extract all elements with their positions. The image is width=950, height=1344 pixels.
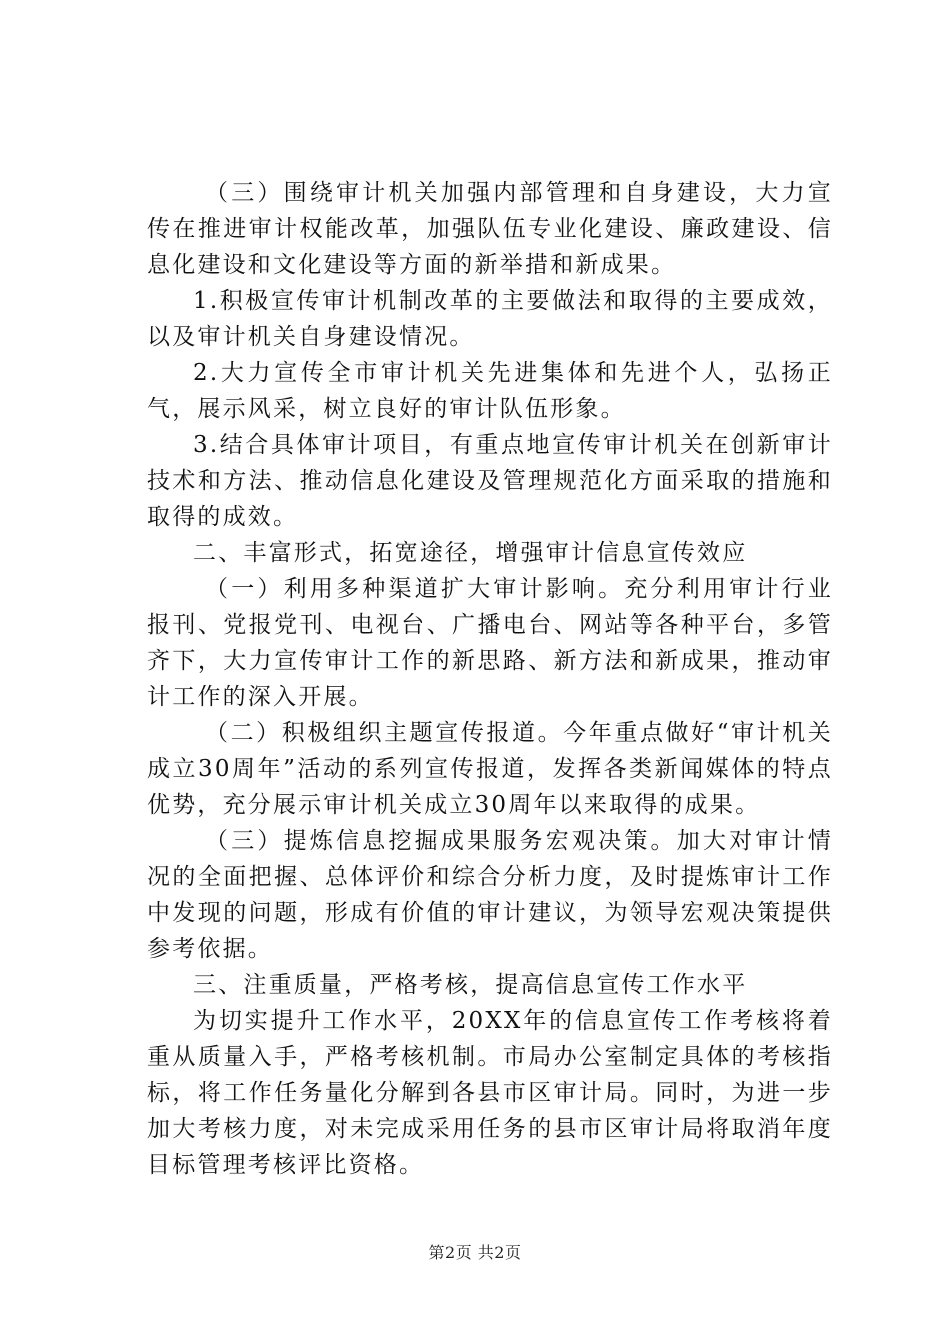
document-body xyxy=(147,175,833,1183)
paragraph-two-part-3: （三）提炼信息挖掘成果服务宏观决策。加大对审计情况的全面把握、总体评价和综合分析力度，及时提炼审计工作中发现的问题，形成有价值的审计建议，为领导宏观决策提供参考依据。 xyxy=(147,828,833,962)
paragraph-section-3-intro: （三）围绕审计机关加强内部管理和自身建设，大力宣传在推进审计权能改革，加强队伍专业化建设、廉政建设、信息化建设和文化建设等方面的新举措和新成果。 xyxy=(147,180,833,278)
paragraph-two-part-1: （一）利用多种渠道扩大审计影响。充分利用审计行业报刊、党报党刊、电视台、广播电台、网站等各种平台，多管齐下，大力宣传审计工作的新思路、新方法和新成果，推动审计工作的深入开展。 xyxy=(147,576,833,710)
page-number-footer: 第2页 共2页 xyxy=(428,1243,522,1262)
paragraph-two-part-2: （二）积极组织主题宣传报道。今年重点做好“审计机关成立30周年”活动的系列宣传报道，发挥各类新闻媒体的特点优势，充分展示审计机关成立30周年以来取得的成果。 xyxy=(147,720,833,818)
paragraph-item-1: 1.积极宣传审计机制改革的主要做法和取得的主要成效，以及审计机关自身建设情况。 xyxy=(147,288,833,350)
paragraph-item-3: 3.结合具体审计项目，有重点地宣传审计机关在创新审计技术和方法、推动信息化建设及管理规范化方面采取的措施和取得的成效。 xyxy=(147,432,833,530)
paragraph-three-body: 为切实提升工作水平，20XX年的信息宣传工作考核将着重从质量入手，严格考核机制。市局办公室制定具体的考核指标，将工作任务量化分解到各县市区审计局。同时，为进一步加大考核力度，对未完成采用任务的县市区审计局将取消年度目标管理考核评比资格。 xyxy=(147,1008,833,1178)
paragraph-item-2: 2.大力宣传全市审计机关先进集体和先进个人，弘扬正气，展示风采，树立良好的审计队伍形象。 xyxy=(147,360,833,422)
heading-section-two: 二、丰富形式，拓宽途径，增强审计信息宣传效应 xyxy=(193,540,748,566)
heading-section-three: 三、注重质量，严格考核，提高信息宣传工作水平 xyxy=(193,972,748,998)
